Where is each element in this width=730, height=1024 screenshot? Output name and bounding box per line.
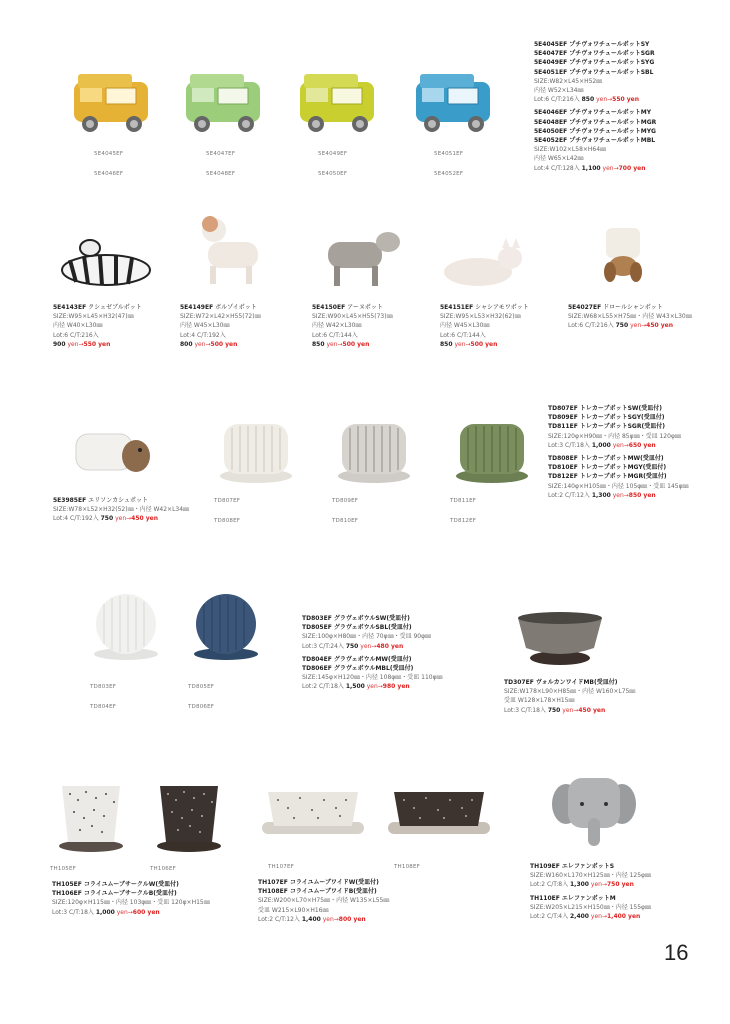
size-spec: SIZE:W95×L53×H32(62)㎜ [440,313,521,321]
product-name: エリソンカシュポット [88,497,148,504]
product-line: TD806EF グラヴェボウルMBL(受皿付) [302,665,414,673]
size-spec: SIZE:W95×L45×H32(47)㎜ [53,313,134,321]
thumb-label: TD808EF [214,518,241,524]
size-spec: SIZE:W82×L45×H52㎜ [534,77,603,85]
thumb-label: TH105EF [50,866,77,872]
lot-spec: Lot:2 C/T:18入 [302,683,344,691]
product-line: TD809EF トレカーブポットSGY(受皿付) [548,414,665,422]
price-arrow: yen→ [612,441,629,449]
product-line: TD805EF グラヴェボウルSBL(受皿付) [302,624,412,632]
product-line: 5E4049EF プチヴォワチュールポットSYG [534,59,655,67]
price-old: 750 [100,515,114,523]
size-spec: SIZE:120φ×H115㎜・内径 103φ㎜・受皿 120φ×H15㎜ [52,899,210,907]
thumb-label: TD804EF [90,704,117,710]
price-arrow: yen→ [366,683,383,691]
price-old: 750 [345,642,359,650]
price-new: 450 yen [646,322,674,330]
product-line: 5E4048EF プチヴォワチュールポットMGR [534,118,657,126]
price-new: 980 yen [382,683,410,691]
price-old: 1,300 [570,881,589,889]
lot-spec: Lot:6 C/T:216入 [568,322,614,330]
thumb-label: 5E4049EF [318,151,348,157]
product-name: ボルゾイポット [215,304,257,311]
inner-spec: 内径 W52×L34㎜ [534,87,584,95]
product-line: TH110EF エレファンポットM [530,894,616,902]
thumb-label: TD807EF [214,498,241,504]
product-line: TD804EF グラヴェボウルMW(受皿付) [302,655,412,663]
price-arrow: yen→ [322,915,339,923]
thumb-label: TD806EF [188,704,215,710]
price-arrow: yen→ [612,491,629,499]
price-old: 1,000 [591,441,611,449]
product-line: TD803EF グラヴェボウルSW(受皿付) [302,615,410,622]
lot-spec: Lot:2 C/T:12入 [548,491,590,499]
product-line: TH109EF エレファンポットS [530,863,615,870]
product-line: TH107EF コライユムーブワイドW(受皿付) [258,879,379,886]
thumb-label: 5E4052EF [434,171,464,177]
size-spec: SIZE:W178×L90×H85㎜・内径 W160×L75㎜ [504,688,636,696]
coraium-circle-description [52,880,252,917]
zebra-pot-image [56,232,156,292]
price-arrow: yen→ [67,340,84,348]
product-code: 5E4027EF [568,304,602,311]
product-name: クシェゼブルポット [88,304,142,311]
size-spec: SIZE:W205×L215×H150㎜・内径 155φ㎜ [530,903,652,911]
price-arrow: yen→ [360,642,377,650]
lot-spec: Lot:4 C/T:192入 [53,515,99,523]
price-arrow: yen→ [602,164,619,172]
tray-spec: 受皿 W128×L78×H15㎜ [504,697,575,705]
price-new: 700 yen [618,164,646,172]
size-spec: SIZE:W68×L55×H75㎜・内径 W43×L30㎜ [568,313,692,321]
price-old: 850 [581,96,595,104]
inner-spec: 内径 W42×L30㎜ [312,322,362,330]
price-new: 450 yen [131,515,159,523]
lot-spec: Lot:3 C/T:18入 [548,441,590,449]
price-arrow: yen→ [596,96,613,104]
product-name: ドロールシャンポット [603,304,663,311]
product-code: 5E3985EF [53,497,87,504]
lot-spec: Lot:3 C/T:18入 [52,908,94,916]
product-line: 5E4046EF プチヴォワチュールポットMY [534,109,652,117]
product-code: 5E4143EF [53,304,87,311]
dog-drooling-pot-image [592,220,656,290]
price-old: 750 [615,322,629,330]
product-line: TD808EF トレカーブポットMW(受皿付) [548,455,664,463]
product-line: 5E4045EF プチヴォワチュールポットSY [534,41,650,48]
price-arrow: yen→ [630,322,647,330]
lot-spec: Lot:4 C/T:192入 [180,331,226,339]
van-description [534,40,724,173]
price-arrow: yen→ [115,515,132,523]
price-old: 750 [547,706,561,714]
size-spec: SIZE:145φ×H120㎜・内径 108φ㎜・受皿 110φ㎜ [302,674,443,682]
product-line: TH105EF コライユムーブサークルW(受皿付) [52,881,179,888]
lot-spec: Lot:6 C/T:216入 [53,331,99,339]
elephant-description [530,862,720,921]
price-new: 500 yen [342,340,370,348]
hedgehog-pot-image [70,420,156,480]
thumb-label: 5E4051EF [434,151,464,157]
inner-spec: 内径 W45×L30㎜ [180,322,230,330]
product-line: TD807EF トレカーブポットSW(受皿付) [548,405,663,412]
volcan-description [504,678,704,715]
price-old: 800 [180,340,193,348]
goat-description [312,303,437,349]
goat-pot-image [318,220,408,290]
price-old: 1,100 [581,164,601,172]
thumb-label: TH107EF [268,864,295,870]
product-line: TD811EF トレカーブポットSGR(受皿付) [548,423,665,431]
price-arrow: yen→ [326,340,343,348]
dog-description [568,303,726,331]
product-line: TD812EF トレカーブポットMGR(受皿付) [548,473,667,481]
price-new: 550 yen [612,96,640,104]
tray-description [548,404,726,500]
price-new: 650 yen [628,441,656,449]
inner-spec: 内径 W40×L30㎜ [53,322,103,330]
lot-spec: Lot:6 C/T:144入 [312,331,358,339]
price-old: 850 [440,340,453,348]
coraium-wide-description [258,878,468,924]
coraium-wide-white-image [258,786,368,842]
tray-pot-green-image [452,418,532,488]
price-arrow: yen→ [116,908,133,916]
thumb-label: TD809EF [332,498,359,504]
product-line: TD810EF トレカーブポットMGY(受皿付) [548,464,667,472]
product-line: 5E4047EF プチヴォワチュールポットSGR [534,50,655,58]
inner-spec: 内径 W65×L42㎜ [534,155,584,163]
hedgehog-description [53,496,203,524]
price-new: 750 yen [606,881,634,889]
thumb-label: 5E4045EF [94,151,124,157]
product-line: TH106EF コライユムーブサークルB(受皿付) [52,890,177,898]
coraium-circle-white-image [56,780,126,854]
tray-pot-gray-image [334,418,414,488]
product-name: アーヌポット [347,304,383,311]
borzoi-pot-image [190,210,270,290]
price-old: 900 [53,340,66,348]
price-new: 450 yen [578,706,606,714]
size-spec: SIZE:140φ×H105㎜・内径 105φ㎜・受皿 145φ㎜ [548,482,689,490]
size-spec: SIZE:100φ×H80㎜・内径 70φ㎜・受皿 90φ㎜ [302,633,432,641]
thumb-label: TH108EF [394,864,421,870]
product-code: 5E4150EF [312,304,346,311]
price-new: 1,400 yen [606,913,641,921]
thumb-label: 5E4046EF [94,171,124,177]
thumb-label: 5E4050EF [318,171,348,177]
size-spec: SIZE:W78×L52×H32(52)㎜・内径 W42×L34㎜ [53,506,190,514]
thumb-label: 5E4048EF [206,171,236,177]
price-new: 600 yen [132,908,160,916]
lot-spec: Lot:2 C/T:12入 [258,915,300,923]
size-spec: SIZE:W90×L45×H55(73)㎜ [312,313,393,321]
price-old: 1,300 [591,491,611,499]
page-number: 16 [664,940,689,965]
size-spec: SIZE:W72×L42×H55(72)㎜ [180,313,261,321]
lot-spec: Lot:2 C/T:8入 [530,881,569,889]
grave-description [302,614,492,692]
price-old: 1,500 [345,683,365,691]
price-arrow: yen→ [590,881,607,889]
size-spec: SIZE:W160×L170×H125㎜・内径 125φ㎜ [530,872,652,880]
van-blue-image [410,70,500,140]
lot-spec: Lot:6 C/T:144入 [440,331,486,339]
thumb-label: TH106EF [150,866,177,872]
price-old: 850 [312,340,325,348]
price-new: 850 yen [628,491,656,499]
inner-spec: 内径 W45×L30㎜ [440,322,490,330]
van-green-image [180,70,270,140]
tray-pot-white-image [216,418,296,488]
van-yellow-image [68,70,158,140]
price-new: 550 yen [83,340,111,348]
price-old: 2,400 [570,913,589,921]
coraium-wide-black-image [384,786,494,842]
grave-bowl-white-image [90,592,162,664]
product-code: 5E4151EF [440,304,474,311]
price-old: 1,400 [301,915,321,923]
lot-spec: Lot:3 C/T:18入 [504,706,546,714]
cat-description [440,303,565,349]
price-new: 800 yen [338,915,366,923]
price-new: 500 yen [470,340,498,348]
lot-spec: Lot:3 C/T:24入 [302,642,344,650]
product-line: 5E4052EF プチヴォワチュールポットMBL [534,137,656,145]
product-name: シャシアモワポット [475,304,529,311]
elephant-pot-image [552,770,636,850]
size-spec: SIZE:W102×L58×H64㎜ [534,146,607,154]
price-old: 1,000 [95,908,115,916]
thumb-label: TD811EF [450,498,477,504]
zebra-description [53,303,178,349]
product-line: TH108EF コライユムーブワイドB(受皿付) [258,888,377,896]
size-spec: SIZE:120φ×H90㎜・内径 85φ㎜・受皿 120φ㎜ [548,432,681,440]
thumb-label: TD803EF [90,684,117,690]
price-arrow: yen→ [590,913,607,921]
price-arrow: yen→ [194,340,211,348]
product-line: 5E4051EF プチヴォワチュールポットSBL [534,68,654,76]
coraium-circle-black-image [154,780,224,854]
thumb-label: TD812EF [450,518,477,524]
thumb-label: 5E4047EF [206,151,236,157]
van-yellowgreen-image [294,70,384,140]
price-arrow: yen→ [562,706,579,714]
size-spec: SIZE:W200×L70×H75㎜・内径 W135×L55㎜ [258,897,390,905]
price-new: 480 yen [376,642,404,650]
lot-spec: Lot:4 C/T:128入 [534,164,580,172]
borzoi-description [180,303,305,349]
lot-spec: Lot:2 C/T:4入 [530,913,569,921]
thumb-label: TD805EF [188,684,215,690]
price-new: 500 yen [210,340,238,348]
product-line: 5E4050EF プチヴォワチュールポットMYG [534,127,656,135]
volcan-pot-image [514,610,606,670]
tray-spec: 受皿 W215×L90×H16㎜ [258,906,329,914]
price-arrow: yen→ [454,340,471,348]
thumb-label: TD810EF [332,518,359,524]
cat-pot-image [440,232,530,292]
product-code: 5E4149EF [180,304,214,311]
grave-bowl-blue-image [190,592,262,664]
lot-spec: Lot:6 C/T:216入 [534,96,580,104]
product-line: TD307EF ヴォルカンワイドMB(受皿付) [504,679,618,686]
